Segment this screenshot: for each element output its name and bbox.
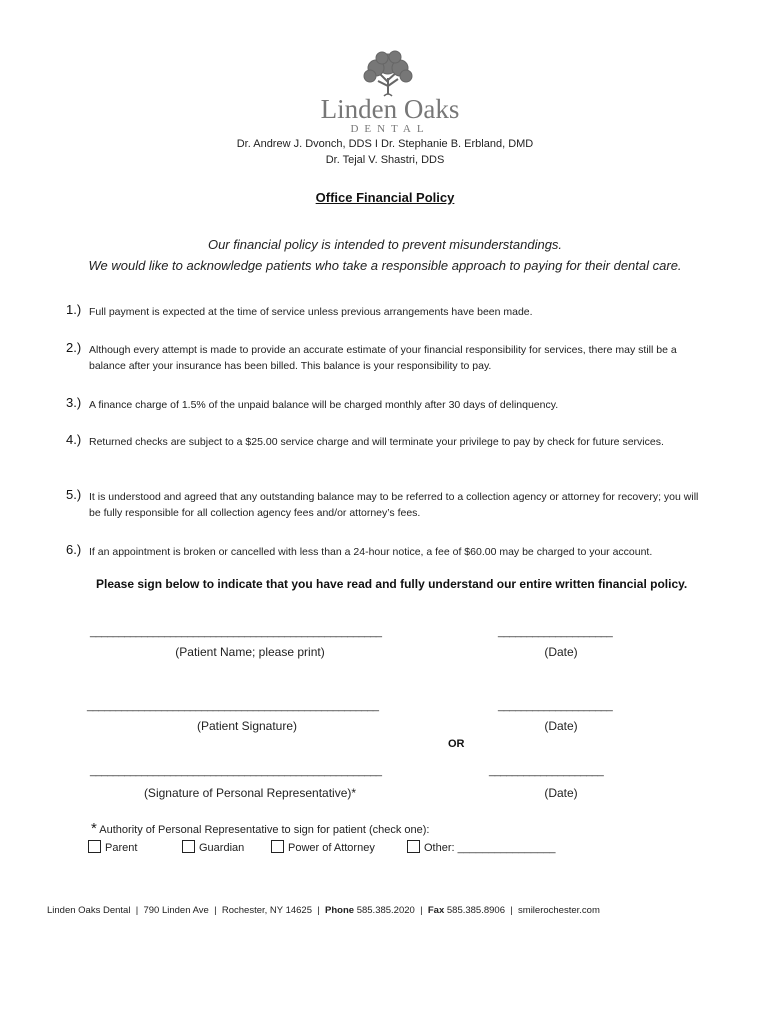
patient-name-label: (Patient Name; please print) (175, 645, 325, 659)
footer-fax-label: Fax (427, 905, 445, 916)
representative-signature-label: (Signature of Personal Representative)* (143, 786, 357, 800)
item-text: It is understood and agreed that any outstanding balance may to be referred to a collection agency or attorney for recovery; you will be fully responsible for all collection agency fees and/or attorney’s fees. (89, 491, 699, 519)
patient-signature-label: (Patient Signature) (196, 719, 298, 733)
checkbox-guardian[interactable] (182, 840, 244, 854)
doctors-line-1: Dr. Andrew J. Dvonch, DDS I Dr. Stephanie B. Erbland, DMD (236, 138, 534, 150)
or-label: OR (448, 738, 465, 750)
intro-text (0, 234, 770, 276)
svg-text:DENTAL: DENTAL (350, 123, 430, 134)
item-number: 2.) (66, 340, 82, 355)
item-text: Although every attempt is made to provide an accurate estimate of your financial responsibility for services, there may still be a balance after your insurance has been billed. This balance is your responsibility to pay. (89, 344, 677, 372)
patient-name-field[interactable]: ___________________________________________________ (90, 626, 382, 638)
item-number: 4.) (66, 432, 82, 447)
item-text: If an appointment is broken or cancelled with less than a 24-hour notice, a fee of $60.00 may be charged to your account. (89, 546, 653, 558)
footer-website[interactable]: smilerochester.com (518, 905, 600, 916)
checkbox-icon[interactable] (182, 840, 195, 853)
date-field[interactable]: ____________________ (498, 700, 613, 712)
option-label: Guardian (199, 842, 245, 854)
intro-line-1: Our financial policy is intended to prevent misunderstandings. (207, 237, 563, 252)
item-number: 1.) (66, 302, 82, 317)
checkbox-other[interactable] (407, 840, 556, 854)
item-number: 5.) (66, 487, 82, 502)
item-number: 3.) (66, 395, 82, 410)
page-title: Office Financial Policy (315, 190, 455, 205)
checkbox-icon[interactable] (271, 840, 284, 853)
asterisk: * (91, 820, 97, 837)
tree-icon (364, 51, 412, 96)
checkbox-parent[interactable] (88, 840, 137, 854)
checkbox-icon[interactable] (407, 840, 420, 853)
footer-phone-label: Phone (325, 905, 355, 916)
doctors-list (0, 136, 770, 168)
checkbox-icon[interactable] (88, 840, 101, 853)
footer-phone: 585.385.2020 (356, 905, 415, 916)
date-label: (Date) (544, 719, 578, 733)
date-label: (Date) (544, 786, 578, 800)
footer-address: 790 Linden Ave (143, 905, 209, 916)
authority-label: Authority of Personal Representative to sign for patient (check one): (99, 824, 430, 836)
svg-text:Linden Oaks: Linden Oaks (320, 94, 460, 124)
linden-oaks-logo (300, 48, 480, 134)
authority-text (91, 820, 429, 837)
footer-fax: 585.385.8906 (446, 905, 505, 916)
date-field[interactable]: ____________________ (489, 765, 604, 777)
date-field[interactable]: ____________________ (498, 626, 613, 638)
footer: Linden Oaks Dental | 790 Linden Ave | Rochester, NY 14625 | Phone 585.385.2020 | Fax 585.385.8906 | smilerochester.com (47, 905, 600, 916)
representative-signature-field[interactable]: ___________________________________________________ (90, 765, 382, 777)
item-number: 6.) (66, 542, 82, 557)
patient-signature-field[interactable]: ___________________________________________________ (87, 700, 379, 712)
footer-practice: Linden Oaks Dental (47, 905, 131, 916)
footer-city: Rochester, NY 14625 (221, 905, 312, 916)
item-text: A finance charge of 1.5% of the unpaid balance will be charged monthly after 30 days of delinquency. (89, 399, 559, 411)
option-label: Other: ________________ (424, 842, 556, 854)
intro-line-2: We would like to acknowledge patients who take a responsible approach to paying for their dental care. (88, 258, 682, 273)
date-label: (Date) (544, 645, 578, 659)
checkbox-power-of-attorney[interactable] (271, 840, 375, 854)
item-text: Returned checks are subject to a $25.00 service charge and will terminate your privilege to pay by check for future services. (89, 436, 664, 448)
sign-instruction: Please sign below to indicate that you have read and fully understand our entire written financial policy. (96, 577, 688, 591)
item-text: Full payment is expected at the time of service unless previous arrangements have been made. (89, 306, 533, 318)
option-label: Power of Attorney (288, 842, 375, 854)
option-label: Parent (105, 842, 138, 854)
doctors-line-2: Dr. Tejal V. Shastri, DDS (325, 154, 445, 166)
